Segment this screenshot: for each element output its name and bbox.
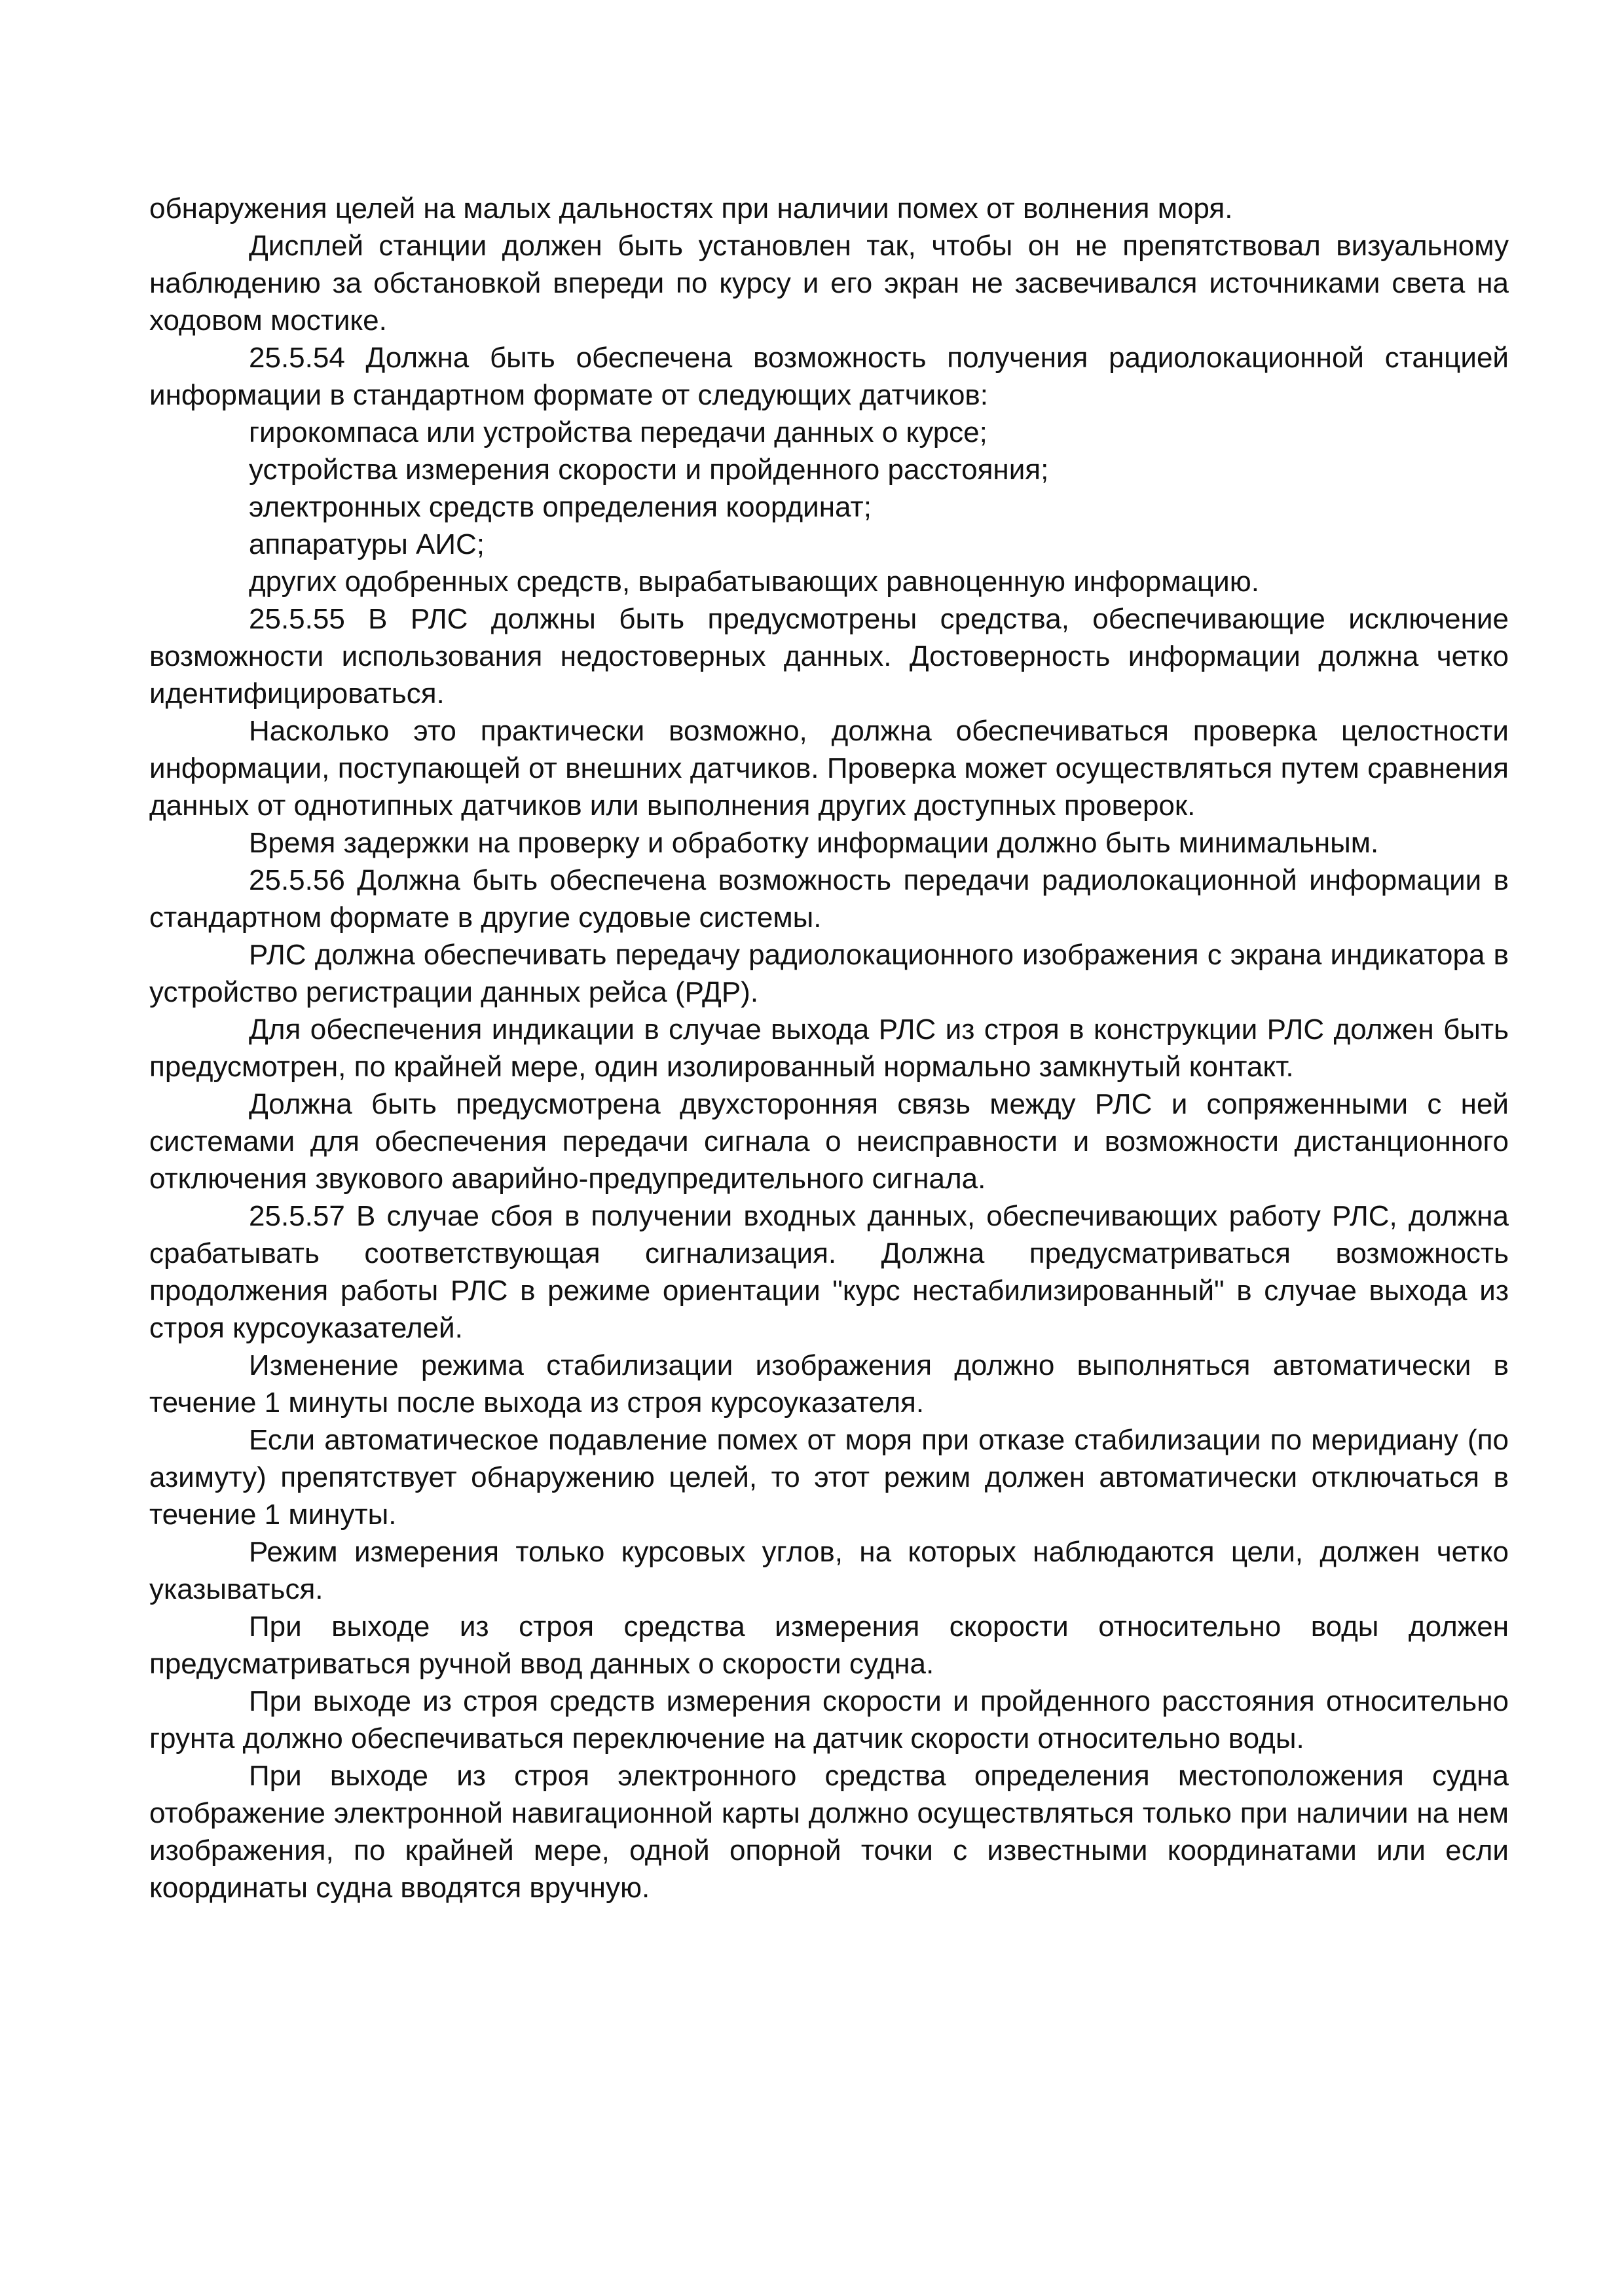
paragraph-enc-display: При выходе из строя электронного средства определения местоположения судна отображение электронной навигационной карты должно осуществляться только при наличии на нем изображения, по крайней мере, одной опорной точки с известными координатами или если координаты судна вводятся вручную. (149, 1760, 1509, 1904)
paragraph-25-5-56: 25.5.56 Должна быть обеспечена возможность передачи радиолокационной информации в стандартном формате в другие судовые системы. (149, 864, 1509, 934)
paragraph-25-5-55: 25.5.55 В РЛС должны быть предусмотрены средства, обеспечивающие исключение возможности использования недостоверных данных. Достоверность информации должна четко идентифицироваться. (149, 603, 1509, 710)
paragraph-manual-speed: При выходе из строя средства измерения скорости относительно воды должен предусматриваться ручной ввод данных о скорости судна. (149, 1611, 1509, 1680)
paragraph-sea-clutter: Если автоматическое подавление помех от моря при отказе стабилизации по меридиану (по азимуту) препятствует обнаружению целей, то этот режим должен автоматически отключаться в течение 1 минуты. (149, 1424, 1509, 1531)
list-item-position-fixing: электронных средств определения координат; (249, 491, 872, 523)
list-item-ais: аппаратуры АИС; (249, 528, 485, 560)
document-body (149, 190, 1509, 1906)
list-item-other-means: других одобренных средств, вырабатывающих равноценную информацию. (249, 566, 1259, 598)
paragraph-25-5-57: 25.5.57 В случае сбоя в получении входных данных, обеспечивающих работу РЛС, должна срабатывать соответствующая сигнализация. Должна предусматриваться возможность продолжения работы РЛС в режиме ориентации "курс нестабилизированный" в случае выхода из строя курсоуказателей. (149, 1200, 1509, 1344)
paragraph-delay-time: Время задержки на проверку и обработку информации должно быть минимальным. (249, 827, 1379, 859)
paragraph-ground-speed-failure: При выходе из строя средств измерения скорости и пройденного расстояния относительно грунта должно обеспечиваться переключение на датчик скорости относительно воды. (149, 1685, 1509, 1755)
paragraph-two-way-link: Должна быть предусмотрена двухсторонняя связь между РЛС и сопряженными с ней системами для обеспечения передачи сигнала о неисправности и возможности дистанционного отключения звукового аварийно-предупредительного сигнала. (149, 1088, 1509, 1195)
list-item-gyrocompass: гирокомпаса или устройства передачи данных о курсе; (249, 416, 987, 448)
paragraph-relative-bearing: Режим измерения только курсовых углов, на которых наблюдаются цели, должен четко указываться. (149, 1536, 1509, 1605)
paragraph-failure-contact: Для обеспечения индикации в случае выхода РЛС из строя в конструкции РЛС должен быть предусмотрен, по крайней мере, один изолированный нормально замкнутый контакт. (149, 1013, 1509, 1083)
paragraph-stabilization-change: Изменение режима стабилизации изображения должно выполняться автоматически в течение 1 минуты после выхода из строя курсоуказателя. (149, 1349, 1509, 1419)
paragraph-integrity-check: Насколько это практически возможно, должна обеспечиваться проверка целостности информации, поступающей от внешних датчиков. Проверка может осуществляться путем сравнения данных от однотипных датчиков или выполнения других доступных проверок. (149, 715, 1509, 822)
paragraph-25-5-54: 25.5.54 Должна быть обеспечена возможность получения радиолокационной станцией информации в стандартном формате от следующих датчиков: (149, 342, 1509, 411)
paragraph-vdr-output: РЛС должна обеспечивать передачу радиолокационного изображения с экрана индикатора в устройство регистрации данных рейса (РДР). (149, 939, 1509, 1008)
list-item-speed-log: устройства измерения скорости и пройденного расстояния; (249, 454, 1049, 486)
paragraph-continuation: обнаружения целей на малых дальностях при наличии помех от волнения моря. (149, 192, 1233, 225)
paragraph-display-placement: Дисплей станции должен быть установлен так, чтобы он не препятствовал визуальному наблюдению за обстановкой впереди по курсу и его экран не засвечивался источниками света на ходовом мостике. (149, 230, 1509, 337)
